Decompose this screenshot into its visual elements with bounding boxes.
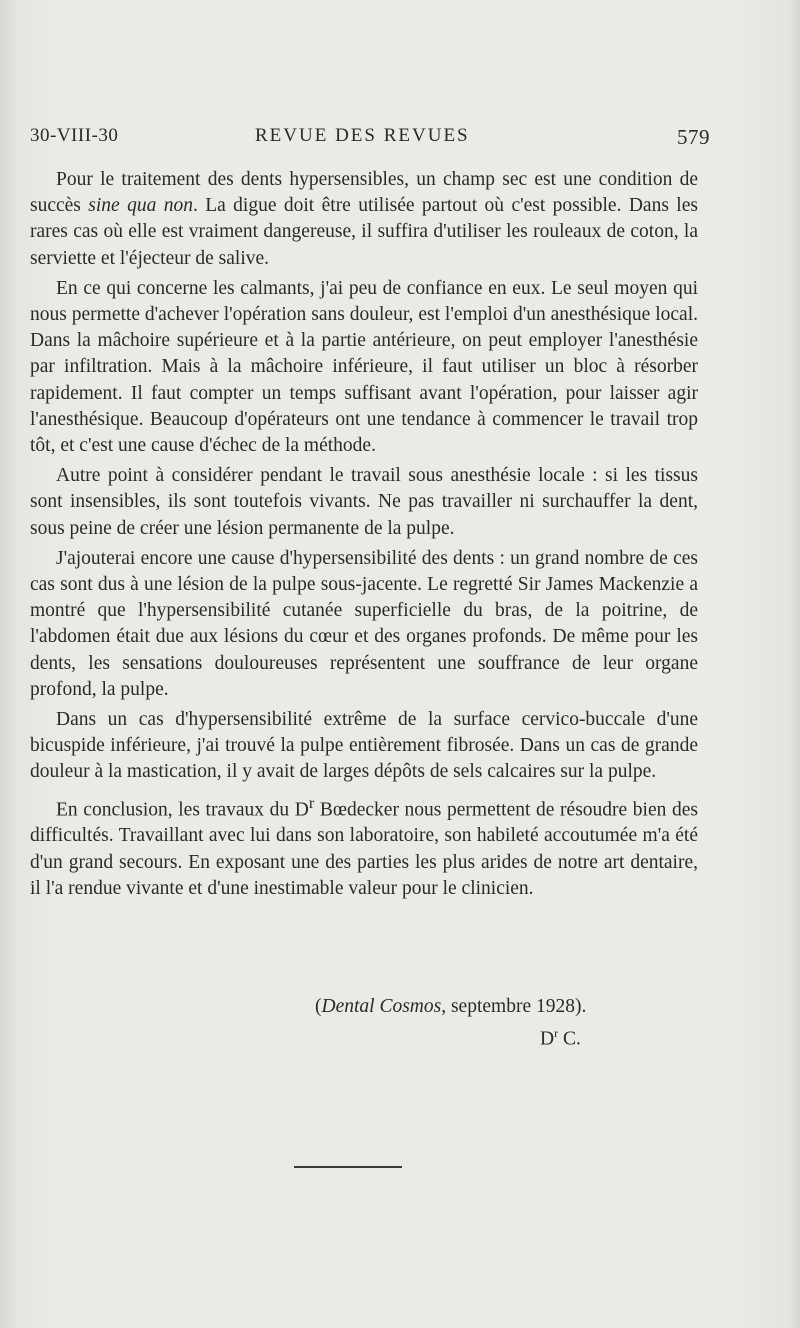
- separator-rule: [294, 1166, 402, 1168]
- paragraph: Dans un cas d'hypersensibilité extrême de la surface cervico-buccale d'une bicuspide inférieure, j'ai trouvé la pulpe entièrement fibrosée. Dans un cas de grande douleur à la mastication, il y avait de larges dépôts de sels calcaires sur la pulpe.: [30, 709, 698, 783]
- header-date: 30-VIII-30: [30, 125, 119, 146]
- page-number: 579: [677, 125, 710, 149]
- journal-name: Dental Cosmos: [321, 996, 442, 1017]
- header-title: REVUE DES REVUES: [255, 125, 470, 146]
- paragraph: J'ajouterai encore une cause d'hypersensibilité des dents : un grand nombre de ces cas sont dus à une lésion de la pulpe sous-jacente. Le regretté Sir James Mackenzie a montré que l'hypersensibilité cutanée superficielle du bras, de la poitrine, de l'abdomen était due aux lésions du cœur et des organes profonds. De même pour les dents, les sensations douloureuses représentent une souffrance de leur organe profond, la pulpe.: [30, 547, 698, 700]
- paragraph: En ce qui concerne les calmants, j'ai peu de confiance en eux. Le seul moyen qui nous permette d'achever l'opération sans douleur, est l'emploi d'un anesthésique local. Dans la mâchoire supérieure et à la partie antérieure, on peut employer l'anesthésie par infiltration. Mais à la mâchoire inférieure, il faut utiliser un bloc à résorber rapidement. Il faut compter un temps suffisant avant l'opération, pour laisser agir l'anesthésique. Beaucoup d'opérateurs ont une tendance à commencer le travail trop tôt, et c'est une cause d'échec de la méthode.: [30, 277, 698, 457]
- running-header: [30, 125, 710, 155]
- article-body: [30, 167, 698, 906]
- citation: (Dental Cosmos, septembre 1928).: [315, 996, 587, 1017]
- paragraph: En conclusion, les travaux du $D^r$ Bœdecker nous permettent de résoudre bien des difficultés. Travaillant avec lui dans son laboratoire, son habileté accoutumée m'a été d'un grand secours. En exposant une des parties les plus arides de notre art dentaire, il l'a rendue vivante et d'une inestimable valeur pour le clinicien.: [30, 793, 698, 899]
- paragraph: Autre point à considérer pendant le travail sous anesthésie locale : si les tissus sont insensibles, ils sont toutefois vivants. Ne pas travailler ni surchauffer la dent, sous peine de créer une lésion permanente de la pulpe.: [30, 465, 698, 539]
- paragraph: Pour le traitement des dents hypersensibles, un champ sec est une condition de succès sine qua non. La digue doit être utilisée partout où c'est possible. Dans les rares cas où elle est vraiment dangereuse, il suffira d'utiliser les rouleaux de coton, la serviette et l'éjecteur de salive.: [30, 169, 698, 269]
- author-signature: $D^r$ C.: [540, 1026, 581, 1050]
